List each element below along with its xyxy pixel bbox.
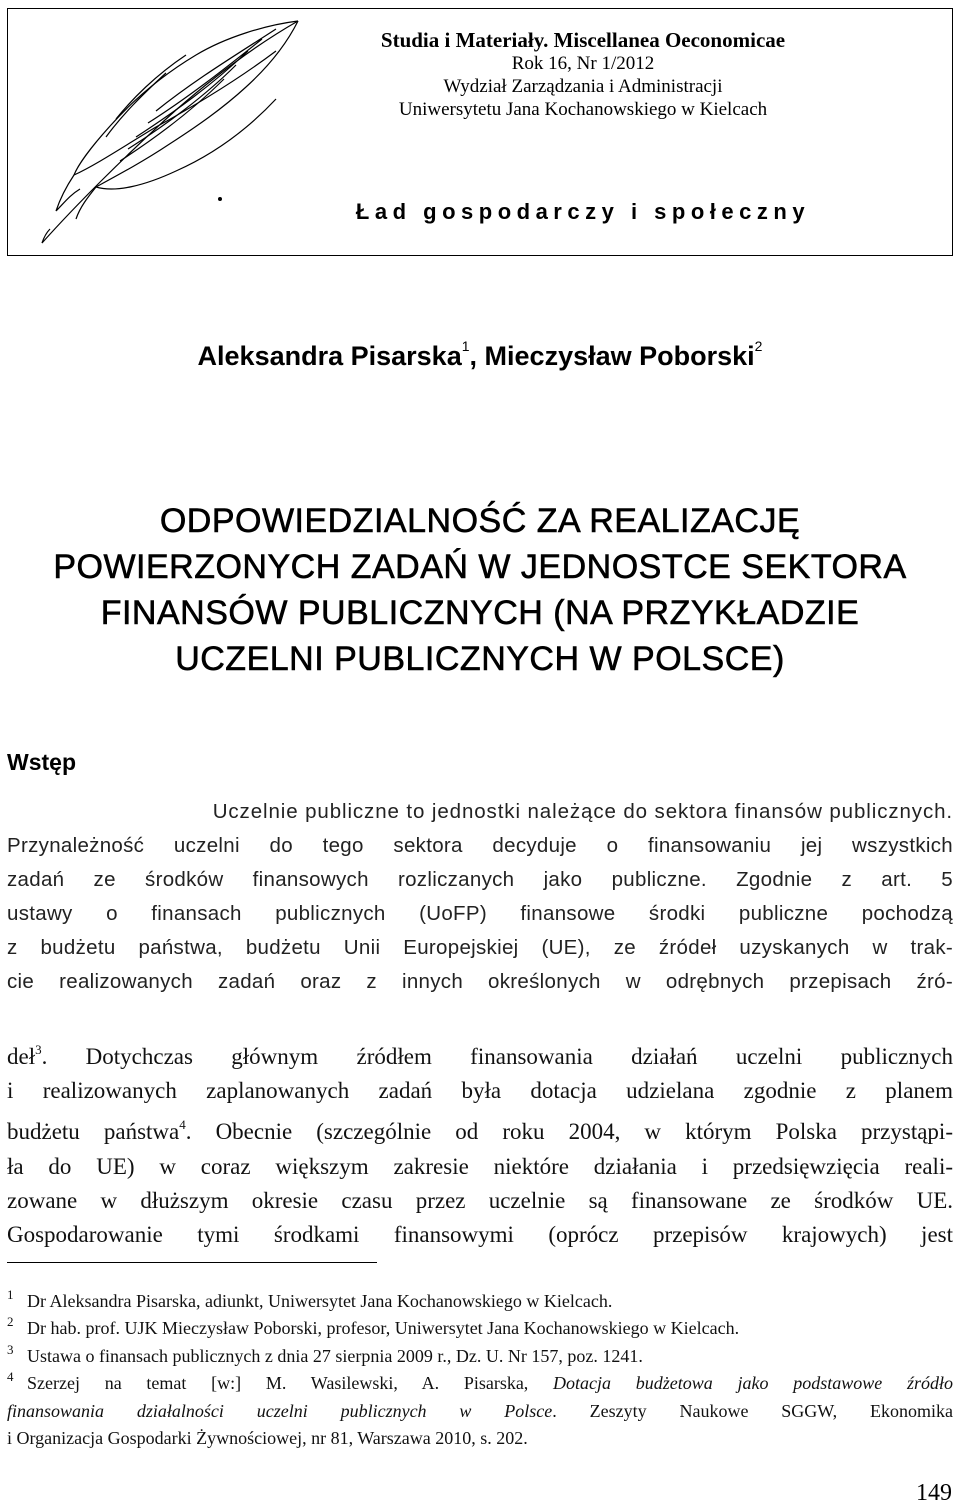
body-paragraph-sans xyxy=(7,829,953,999)
footnote-number: 3 xyxy=(7,1341,14,1357)
journal-header xyxy=(7,8,953,256)
feather-quill-icon xyxy=(36,15,306,245)
journal-faculty: Wydział Zarządzania i Administracji xyxy=(443,76,723,97)
title-line: UCZELNI PUBLICZNYCH W POLSCE) xyxy=(175,640,785,678)
author-name: Aleksandra Pisarska xyxy=(197,341,462,371)
title-line: FINANSÓW PUBLICZNYCH (NA PRZYKŁADZIE xyxy=(100,594,860,632)
footnote-title: finansowania działalności uczelni publicznych w Polsce xyxy=(7,1400,553,1421)
footnote xyxy=(7,1315,953,1342)
text-line: z budżetu państwa, budżetu Unii Europejskiej (UE), ze źródeł uzyskanych w trak- xyxy=(7,936,953,959)
author-name: Mieczysław Poborski xyxy=(484,341,755,371)
footnote-continuation: i Organizacja Gospodarki Żywnościowej, nr 81, Warszawa 2010, s. 202. xyxy=(7,1428,528,1449)
text-line: ustawy o finansach publicznych (UoFP) finansowe środki publiczne pochodzą xyxy=(7,902,953,925)
footnote-title: Dotacja budżetowa jako podstawowe źródło xyxy=(553,1373,953,1394)
authors-line xyxy=(0,338,960,372)
journal-university: Uniwersytetu Jana Kochanowskiego w Kielcach xyxy=(398,99,768,120)
footnote-ref: 1 xyxy=(461,338,470,354)
text-line: Gospodarowanie tymi środkami finansowymi (oprócz przepisów krajowych) jest xyxy=(7,1222,953,1248)
footnote-ref: 2 xyxy=(754,338,763,354)
title-line: POWIERZONYCH ZADAŃ W JEDNOSTCE SEKTORA xyxy=(53,548,907,586)
paragraph-first-line: Uczelnie publiczne to jednostki należące do sektora finansów publicznych. xyxy=(212,800,953,823)
footnote-number: 4 xyxy=(7,1369,14,1385)
journal-info xyxy=(348,29,818,121)
footnote-number: 1 xyxy=(7,1287,14,1302)
page-number: 149 xyxy=(916,1480,952,1506)
text-line: budżetu państwa$^4$. Obecnie (szczególnie od roku 2004, w którym Polska przystąpi- xyxy=(7,1117,953,1145)
footnote-continuation: finansowania działalności uczelni publicznych w Polsce. Zeszyty Naukowe SGGW, Ekonomika xyxy=(7,1400,953,1421)
text-line: deł$^3$. Dotychczas głównym źródłem finansowania działań uczelni publicznych xyxy=(7,1042,953,1069)
text-line: ła do UE) w coraz większym zakresie niektóre działania i przedsięwzięcia reali- xyxy=(7,1153,953,1179)
footnotes xyxy=(7,1288,953,1452)
footnote-divider xyxy=(7,1262,377,1263)
text-line: Przynależność uczelni do tego sektora decyduje o finansowaniu jej wszystkich xyxy=(7,834,953,857)
footnote xyxy=(7,1370,953,1397)
text-line: cie realizowanych zadań oraz z innych określonych w odrębnych przepisach źró- xyxy=(7,970,953,993)
author-separator: , xyxy=(469,341,478,371)
text-line: i realizowanych zaplanowanych zadań była dotacja udzielana zgodnie z planem xyxy=(7,1078,953,1104)
title-line: ODPOWIEDZIALNOŚĆ ZA REALIZACJĘ xyxy=(159,502,801,540)
footnote-ref: 3 xyxy=(35,1042,42,1057)
footnote-number: 2 xyxy=(7,1314,14,1330)
article-title xyxy=(0,498,960,682)
footnote xyxy=(7,1288,953,1315)
footnote-text: Szerzej na temat [w:] M. Wasilewski, A. Pisarska, xyxy=(27,1373,554,1394)
text-line: zowane w dłuższym okresie czasu przez uczelnie są finansowane ze środków UE. xyxy=(7,1187,953,1213)
footnote-ref: 4 xyxy=(179,1117,186,1133)
journal-title: Studia i Materiały. Miscellanea Oeconomicae xyxy=(380,28,786,52)
body-paragraph-serif xyxy=(7,1033,953,1252)
footnote xyxy=(7,1343,953,1370)
footnote-text: Dr Aleksandra Pisarska, adiunkt, Uniwersytet Jana Kochanowskiego w Kielcach. xyxy=(27,1291,613,1311)
text-line: zadań ze środków finansowych rozliczanych jako publiczne. Zgodnie z art. 5 xyxy=(7,868,953,891)
journal-issue: Rok 16, Nr 1/2012 xyxy=(511,53,655,74)
journal-motto: Ład gospodarczy i społeczny xyxy=(355,199,811,224)
section-heading: Wstęp xyxy=(7,749,76,775)
footnote-text: Dr hab. prof. UJK Mieczysław Poborski, profesor, Uniwersytet Jana Kochanowskiego w Kielcach. xyxy=(27,1318,740,1339)
footnote-text: Ustawa o finansach publicznych z dnia 27 sierpnia 2009 r., Dz. U. Nr 157, poz. 1241. xyxy=(27,1345,643,1366)
